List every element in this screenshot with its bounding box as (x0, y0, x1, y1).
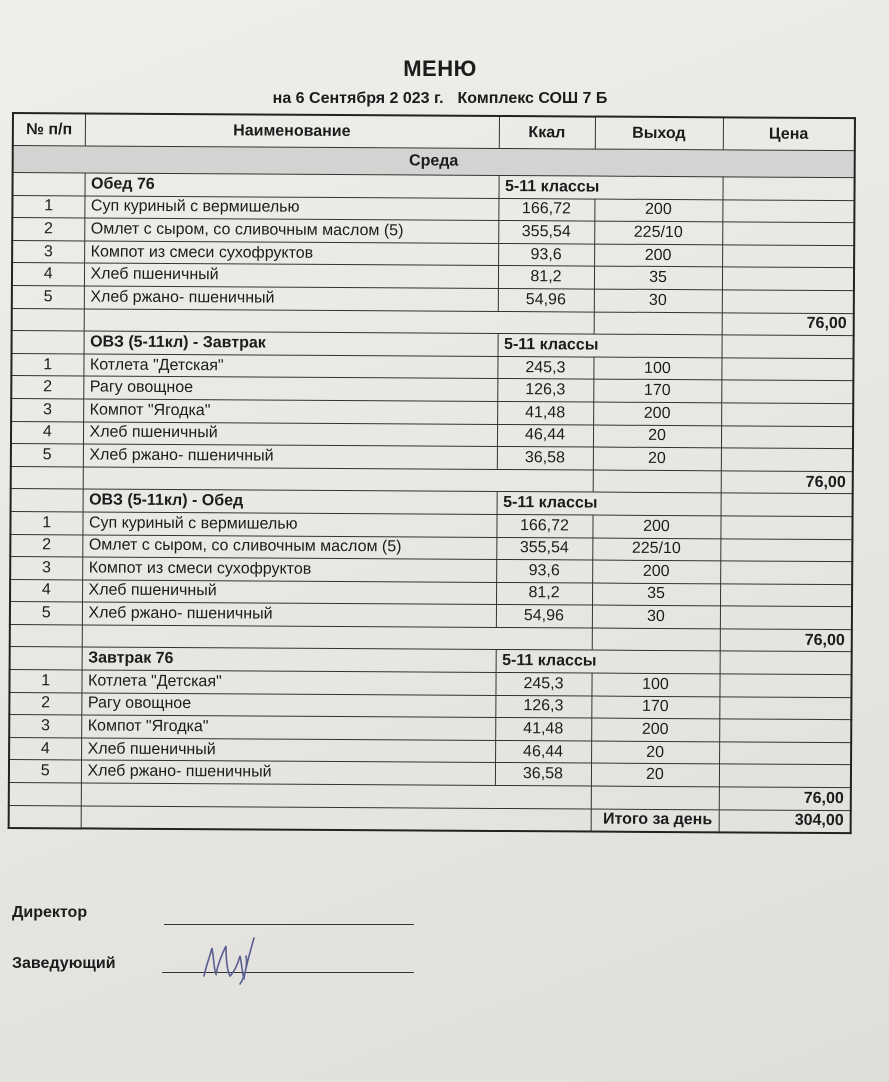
item-name: Рагу овощное (83, 376, 497, 401)
item-name: Хлеб пшеничный (84, 263, 498, 288)
item-output: 170 (591, 696, 719, 719)
item-price (719, 696, 851, 719)
section-num-cell (10, 647, 82, 670)
item-kcal: 54,96 (498, 288, 594, 311)
total-spacer-cell (81, 783, 591, 809)
item-output: 200 (592, 560, 720, 583)
day-total-row (9, 805, 851, 833)
item-number: 1 (9, 670, 81, 693)
item-kcal: 36,58 (495, 763, 591, 786)
item-price (721, 425, 853, 448)
item-number: 5 (9, 760, 81, 783)
item-number: 3 (10, 557, 82, 580)
item-number: 1 (10, 511, 82, 534)
total-num-cell (10, 624, 82, 647)
item-price (722, 245, 854, 268)
item-output: 200 (594, 244, 722, 267)
col-header-price: Цена (723, 117, 855, 150)
item-kcal: 36,58 (497, 447, 593, 470)
item-number: 4 (11, 421, 83, 444)
item-number: 5 (11, 444, 83, 467)
day-total-spacer (81, 806, 591, 832)
item-output: 20 (593, 425, 721, 448)
section-price-cell (722, 335, 854, 358)
section-grade: 5-11 классы (496, 650, 720, 674)
col-header-name: Наименование (85, 113, 499, 148)
item-number: 4 (12, 263, 84, 286)
item-kcal: 46,44 (495, 740, 591, 763)
item-kcal: 81,2 (498, 266, 594, 289)
section-total-price: 76,00 (719, 787, 851, 810)
item-kcal: 93,6 (496, 560, 592, 583)
menu-date: на 6 Сентября 2 023 г. (272, 90, 444, 107)
item-kcal: 355,54 (496, 537, 592, 560)
item-kcal: 166,72 (496, 514, 592, 537)
item-number: 3 (12, 240, 84, 263)
section-num-cell (12, 331, 84, 354)
item-number: 2 (10, 534, 82, 557)
item-output: 200 (594, 199, 722, 222)
section-price-cell (720, 651, 852, 674)
item-price (721, 358, 853, 381)
item-price (722, 290, 854, 313)
item-number: 3 (11, 398, 83, 421)
item-number: 1 (12, 195, 84, 218)
item-number: 4 (10, 579, 82, 602)
item-price (720, 538, 852, 561)
item-price (720, 606, 852, 629)
item-output: 225/10 (594, 221, 722, 244)
item-output: 170 (593, 379, 721, 402)
item-number: 4 (9, 737, 81, 760)
item-output: 30 (592, 605, 720, 628)
item-number: 5 (10, 602, 82, 625)
total-out-cell (592, 628, 720, 651)
item-name: Компот из смеси сухофруктов (84, 241, 498, 266)
item-output: 35 (592, 583, 720, 606)
item-name: Хлеб ржано- пшеничный (84, 286, 498, 311)
total-out-cell (594, 312, 722, 335)
item-number: 1 (11, 353, 83, 376)
item-kcal: 41,48 (495, 718, 591, 741)
item-name: Хлеб ржано- пшеничный (81, 760, 495, 785)
total-spacer-cell (83, 467, 593, 493)
item-kcal: 81,2 (496, 582, 592, 605)
item-name: Хлеб ржано- пшеничный (82, 602, 496, 627)
item-kcal: 355,54 (498, 221, 594, 244)
item-price (719, 742, 851, 765)
item-name: Хлеб пшеничный (83, 421, 497, 446)
section-grade: 5-11 классы (498, 334, 722, 358)
item-output: 200 (592, 515, 720, 538)
item-number: 3 (9, 715, 81, 738)
section-total-price: 76,00 (722, 312, 854, 335)
item-price (719, 719, 851, 742)
item-name: Компот "Ягодка" (81, 715, 495, 740)
item-kcal: 245,3 (495, 673, 591, 696)
item-output: 225/10 (592, 538, 720, 561)
section-num-cell (12, 173, 84, 196)
item-kcal: 166,72 (498, 198, 594, 221)
item-name: Омлет с сыром, со сливочным маслом (5) (84, 218, 498, 243)
page-title: МЕНЮ (403, 56, 477, 81)
item-output: 200 (593, 402, 721, 425)
day-label: Среда (13, 146, 855, 178)
item-kcal: 46,44 (497, 424, 593, 447)
item-number: 2 (12, 218, 84, 241)
item-price (719, 764, 851, 787)
menu-table-body (9, 146, 855, 834)
item-kcal: 245,3 (497, 356, 593, 379)
total-spacer-cell (84, 309, 594, 335)
col-header-num: № п/п (13, 113, 85, 146)
section-title: ОВЗ (5-11кл) - Завтрак (84, 331, 498, 356)
item-price (721, 380, 853, 403)
item-output: 20 (593, 447, 721, 470)
item-name: Суп куриный с вермишелью (84, 196, 498, 221)
item-price (720, 516, 852, 539)
item-name: Хлеб пшеничный (81, 738, 495, 763)
item-number: 2 (9, 692, 81, 715)
item-kcal: 126,3 (495, 695, 591, 718)
item-price (720, 561, 852, 584)
item-name: Хлеб ржано- пшеничный (83, 444, 497, 469)
day-total-label: Итого за день (591, 809, 719, 833)
section-title: ОВЗ (5-11кл) - Обед (83, 489, 497, 514)
section-title: Завтрак 76 (82, 647, 496, 672)
section-grade: 5-11 классы (498, 175, 722, 199)
day-total-num-cell (9, 805, 81, 829)
item-price (722, 199, 854, 222)
section-num-cell (11, 489, 83, 512)
item-name: Омлет с сыром, со сливочным маслом (5) (82, 534, 496, 559)
item-kcal: 93,6 (498, 243, 594, 266)
director-signature-line (164, 924, 414, 925)
item-price (719, 674, 851, 697)
menu-table (8, 112, 856, 834)
item-name: Котлета "Детская" (83, 354, 497, 379)
section-total-price: 76,00 (721, 471, 853, 494)
item-output: 30 (594, 289, 722, 312)
item-kcal: 54,96 (496, 605, 592, 628)
total-out-cell (591, 786, 719, 809)
col-header-out: Выход (595, 117, 723, 150)
item-output: 100 (593, 357, 721, 380)
item-price (721, 403, 853, 426)
item-kcal: 41,48 (497, 401, 593, 424)
item-price (722, 267, 854, 290)
section-grade: 5-11 классы (497, 492, 721, 516)
item-output: 100 (591, 673, 719, 696)
item-name: Компот из смеси сухофруктов (82, 557, 496, 582)
item-kcal: 126,3 (497, 379, 593, 402)
item-name: Суп куриный с вермишелью (82, 512, 496, 537)
section-price-cell (722, 177, 854, 200)
section-price-cell (721, 493, 853, 516)
total-num-cell (9, 783, 81, 806)
item-output: 200 (591, 718, 719, 741)
item-price (722, 222, 854, 245)
total-out-cell (593, 470, 721, 493)
item-name: Хлеб пшеничный (82, 580, 496, 605)
item-price (721, 448, 853, 471)
page-subtitle (0, 90, 880, 108)
item-name: Компот "Ягодка" (83, 399, 497, 424)
item-output: 20 (591, 763, 719, 786)
total-num-cell (12, 308, 84, 331)
item-number: 2 (11, 376, 83, 399)
manager-label: Заведующий (12, 955, 116, 972)
item-output: 35 (594, 266, 722, 289)
item-output: 20 (591, 741, 719, 764)
total-num-cell (11, 466, 83, 489)
col-header-kcal: Ккал (499, 116, 595, 149)
total-spacer-cell (82, 625, 592, 651)
menu-complex: Комплекс СОШ 7 Б (457, 90, 608, 107)
director-label: Директор (12, 904, 88, 921)
item-price (720, 584, 852, 607)
handwritten-signature (196, 926, 266, 996)
section-title: Обед 76 (84, 173, 498, 198)
item-name: Котлета "Детская" (81, 670, 495, 695)
section-total-price: 76,00 (720, 629, 852, 652)
table-header-row (13, 113, 855, 151)
day-total-value: 304,00 (719, 809, 851, 833)
item-name: Рагу овощное (81, 693, 495, 718)
item-number: 5 (12, 285, 84, 308)
